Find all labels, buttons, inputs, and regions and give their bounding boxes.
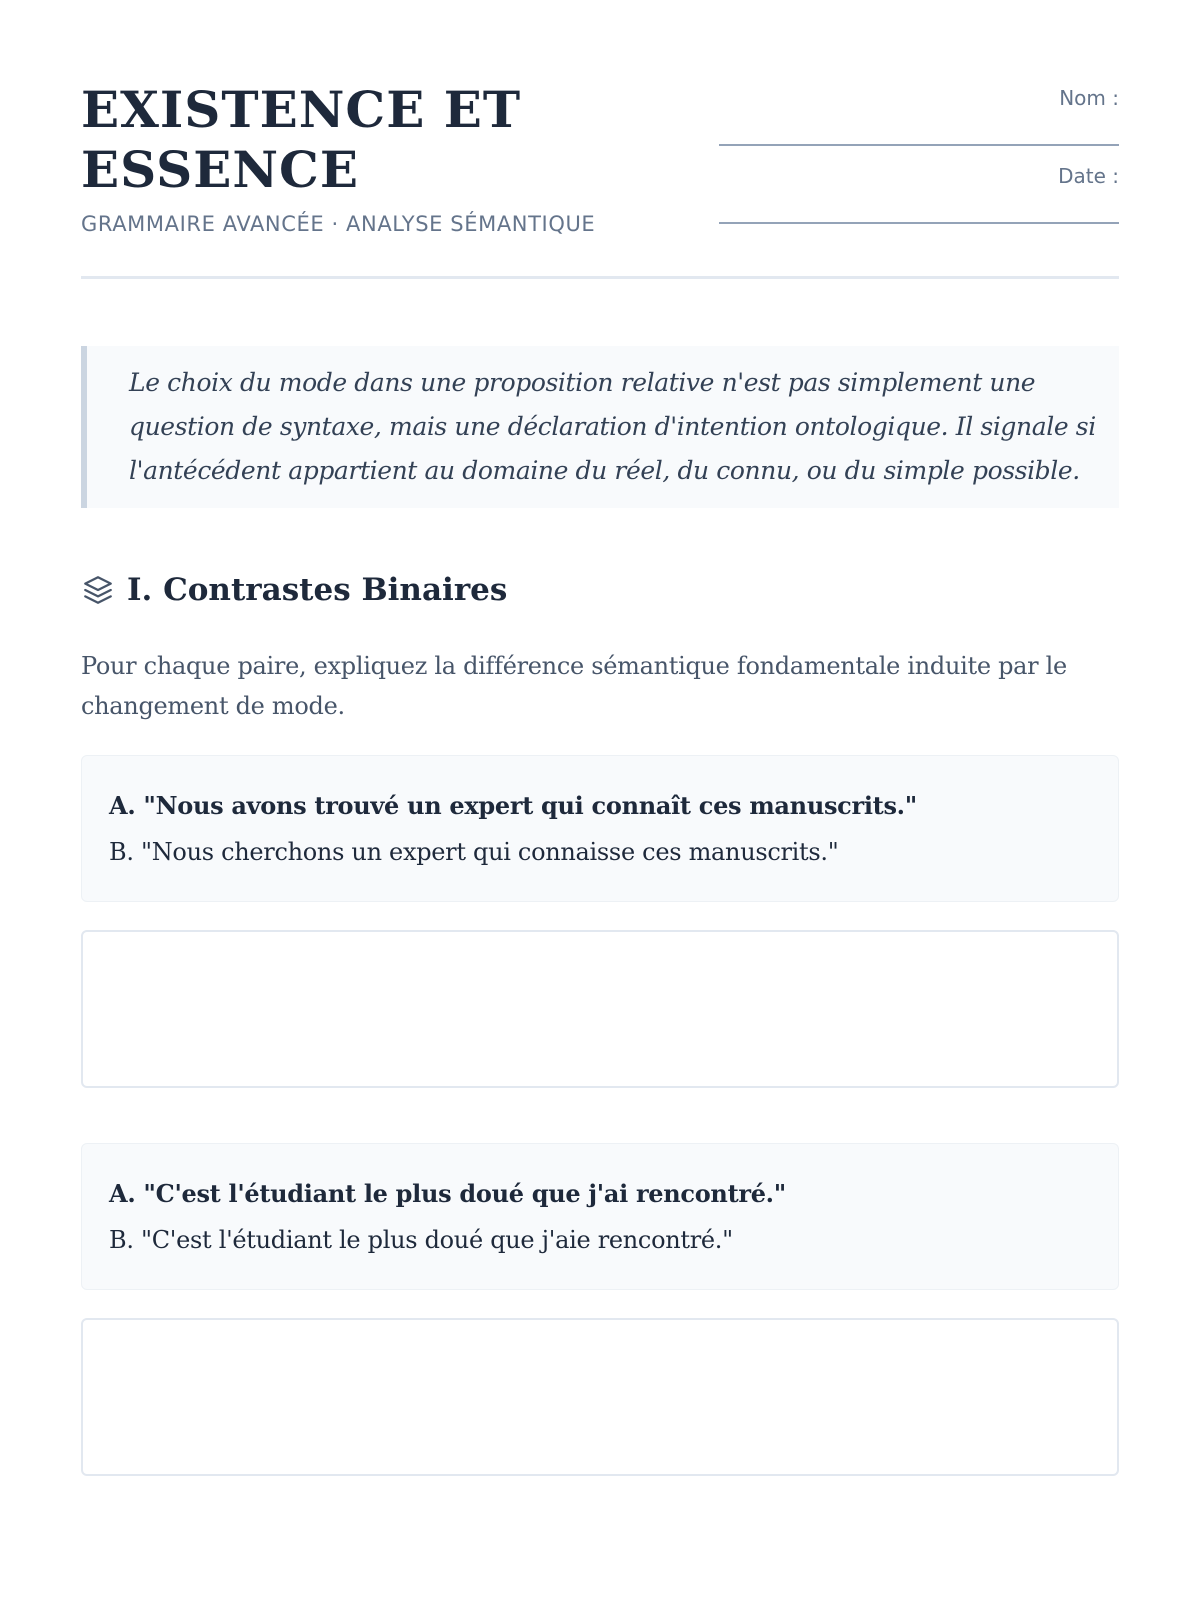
sentence-b: B. "Nous cherchons un expert qui connaisse ces manuscrits."	[109, 838, 839, 866]
name-field[interactable]	[719, 86, 1119, 146]
answer-box-1[interactable]	[81, 930, 1119, 1088]
name-label: Nom :	[1059, 86, 1119, 110]
sentence-pair-2	[81, 1143, 1119, 1290]
layers-icon	[81, 573, 115, 607]
section-heading: I. Contrastes Binaires	[127, 572, 508, 608]
sentence-b: B. "C'est l'étudiant le plus doué que j'aie rencontré."	[109, 1226, 733, 1254]
section-instructions: Pour chaque paire, expliquez la différence sémantique fondamentale induite par le changement de mode.	[81, 652, 1067, 720]
title-block	[81, 80, 701, 236]
title-line-2: ESSENCE	[81, 140, 359, 199]
sentence-a: A. "Nous avons trouvé un expert qui connaît ces manuscrits."	[109, 791, 917, 820]
worksheet-header	[81, 80, 1119, 279]
section-title	[81, 572, 1119, 608]
date-field[interactable]	[719, 164, 1119, 224]
title-line-1: EXISTENCE ET	[81, 80, 522, 139]
page-subtitle: GRAMMAIRE AVANCÉE · ANALYSE SÉMANTIQUE	[81, 212, 596, 236]
sentence-a: A. "C'est l'étudiant le plus doué que j'ai rencontré."	[109, 1179, 786, 1208]
sentence-pair-1	[81, 755, 1119, 902]
page-title	[81, 80, 701, 200]
answer-box-2[interactable]	[81, 1318, 1119, 1476]
intro-quote: Le choix du mode dans une proposition relative n'est pas simplement une question de syntaxe, mais une déclaration d'intention ontologique. Il signale si l'antécédent appartient au domaine du réel, du connu, ou du simple possible.	[81, 346, 1119, 508]
student-fields	[719, 86, 1119, 224]
date-label: Date :	[1058, 164, 1119, 188]
